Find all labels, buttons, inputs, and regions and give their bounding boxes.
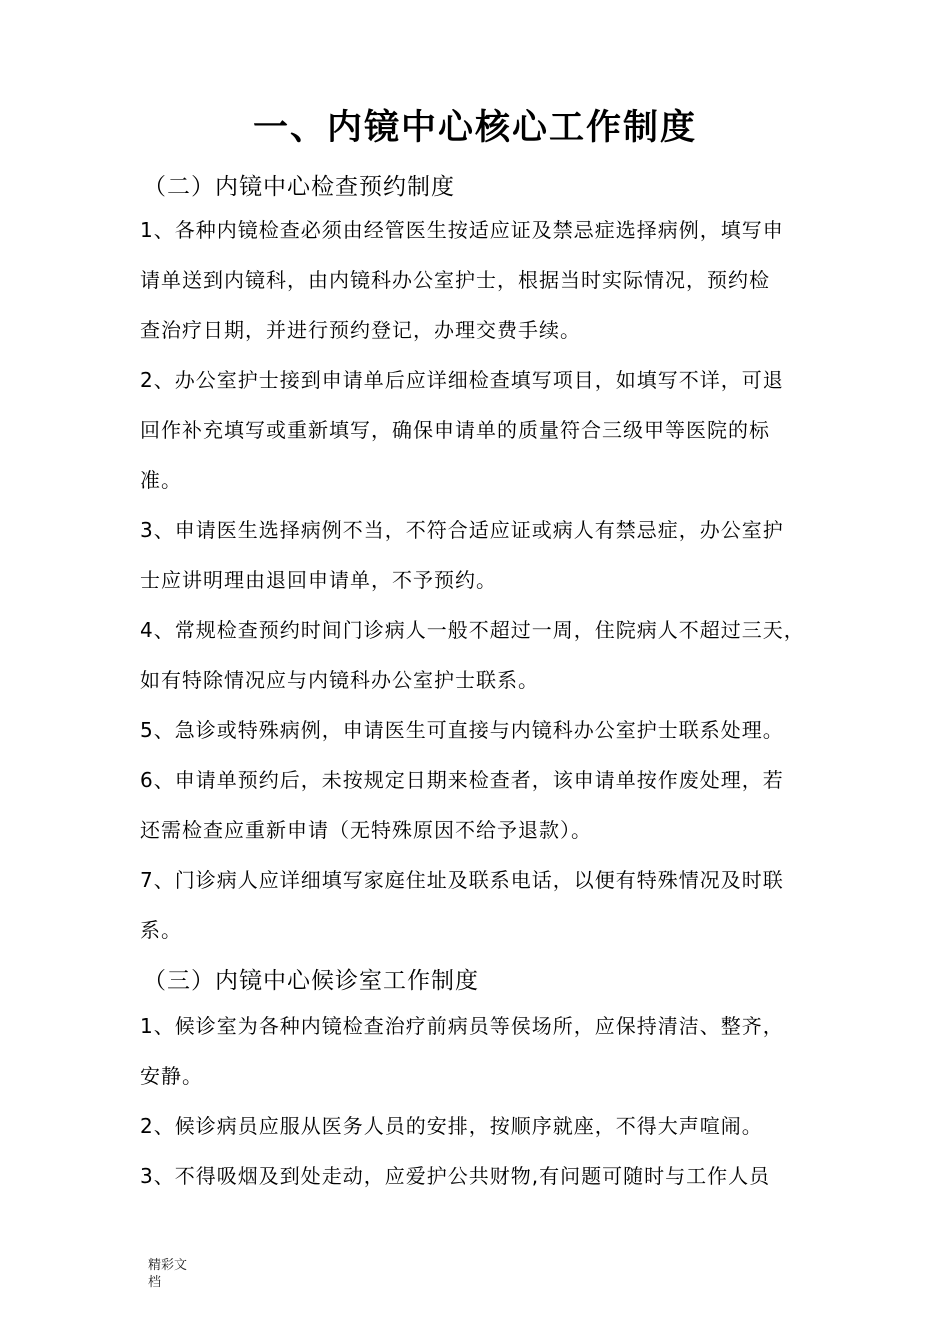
document-title: 一、内镜中心核心工作制度 xyxy=(252,108,697,148)
paragraph-line: 系。 xyxy=(140,918,182,942)
paragraph-line: 请单送到内镜科，由内镜科办公室护士，根据当时实际情况，预约检 xyxy=(140,268,770,292)
paragraph-line: 6、申请单预约后，未按规定日期来检查者，该申请单按作废处理，若 xyxy=(140,768,784,792)
paragraph-line: 安静。 xyxy=(140,1064,203,1088)
paragraph-line: 回作补充填写或重新填写，确保申请单的质量符合三级甲等医院的标 xyxy=(140,418,770,442)
paragraph-line: 还需检查应重新申请（无特殊原因不给予退款）。 xyxy=(140,818,592,842)
paragraph-line: 2、候诊病员应服从医务人员的安排，按顺序就座，不得大声喧闹。 xyxy=(140,1114,763,1138)
paragraph-line: 1、候诊室为各种内镜检查治疗前病员等侯场所，应保持清洁、整齐， xyxy=(140,1014,784,1038)
section-heading-2: （二）内镜中心检查预约制度 xyxy=(143,174,455,200)
paragraph-line: 1、各种内镜检查必须由经管医生按适应证及禁忌症选择病例，填写申 xyxy=(140,218,784,242)
paragraph-line: 3、申请医生选择病例不当，不符合适应证或病人有禁忌症，办公室护 xyxy=(140,518,784,542)
footer-note: 精彩文档 xyxy=(148,1258,188,1290)
paragraph-line: 7、门诊病人应详细填写家庭住址及联系电话，以便有特殊情况及时联 xyxy=(140,868,784,892)
paragraph-line: 士应讲明理由退回申请单，不予预约。 xyxy=(140,568,497,592)
paragraph-line: 3、不得吸烟及到处走动，应爱护公共财物,有问题可随时与工作人员 xyxy=(140,1164,771,1188)
paragraph-line: 2、办公室护士接到申请单后应详细检查填写项目，如填写不详，可退 xyxy=(140,368,784,392)
paragraph-line: 5、急诊或特殊病例，申请医生可直接与内镜科办公室护士联系处理。 xyxy=(140,718,784,742)
paragraph-line: 4、常规检查预约时间门诊病人一般不超过一周，住院病人不超过三天， xyxy=(140,618,805,642)
paragraph-line: 如有特除情况应与内镜科办公室护士联系。 xyxy=(140,668,539,692)
section-heading-3: （三）内镜中心候诊室工作制度 xyxy=(143,968,479,994)
paragraph-line: 查治疗日期，并进行预约登记，办理交费手续。 xyxy=(140,318,581,342)
paragraph-line: 准。 xyxy=(140,468,182,492)
